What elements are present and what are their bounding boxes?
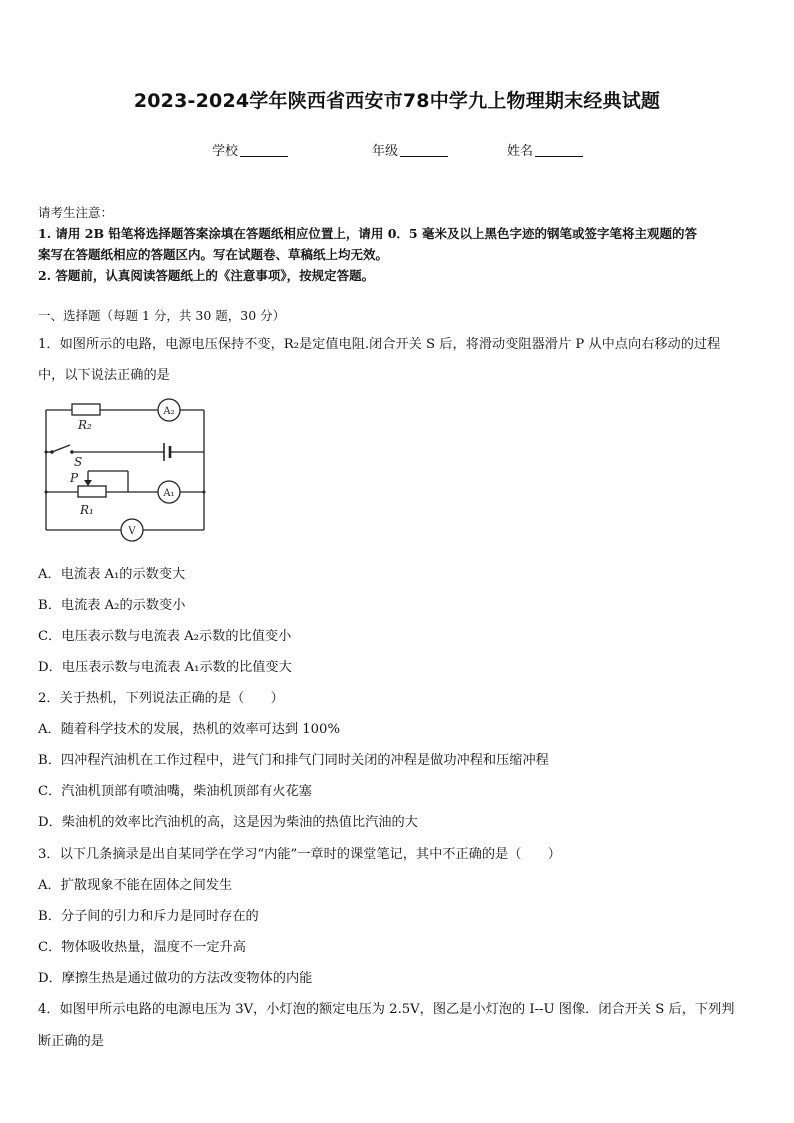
q3-stem: 3．以下几条摘录是出自某同学在学习“内能”一章时的课堂笔记，其中不正确的是（ ） bbox=[38, 847, 561, 862]
q2-option-d[interactable]: D．柴油机的效率比汽油机的高，这是因为柴油的热值比汽油的大 bbox=[38, 815, 418, 830]
q2-option-a[interactable]: A．随着科学技术的发展，热机的效率可达到 100% bbox=[38, 722, 340, 737]
q2-option-c[interactable]: C．汽油机顶部有喷油嘴，柴油机顶部有火花塞 bbox=[38, 784, 312, 799]
q1-option-a[interactable]: A．电流表 A₁的示数变大 bbox=[38, 567, 186, 582]
name-field bbox=[507, 140, 583, 159]
slider-label: P bbox=[70, 471, 79, 485]
school-field bbox=[212, 140, 288, 159]
q3-option-d[interactable]: D．摩擦生热是通过做功的方法改变物体的内能 bbox=[38, 971, 313, 986]
name-label: 姓名 bbox=[507, 144, 534, 159]
ammeter-a1-label: A₁ bbox=[163, 488, 175, 499]
q2-option-b[interactable]: B．四冲程汽油机在工作过程中，进气门和排气门同时关闭的冲程是做功冲程和压缩冲程 bbox=[38, 753, 549, 768]
school-label: 学校 bbox=[212, 144, 239, 159]
q1-option-d[interactable]: D．电压表示数与电流表 A₁示数的比值变大 bbox=[38, 660, 292, 675]
q1-option-b[interactable]: B．电流表 A₂的示数变小 bbox=[38, 598, 186, 613]
q3-option-a[interactable]: A．扩散现象不能在固体之间发生 bbox=[38, 878, 233, 893]
q1-option-c[interactable]: C．电压表示数与电流表 A₂示数的比值变小 bbox=[38, 629, 292, 644]
section-heading: 一、选择题（每题 1 分，共 30 题，30 分） bbox=[38, 308, 286, 323]
notice-line-1: 1. 请用 2B 铅笔将选择题答案涂填在答题纸相应位置上，请用 0．5 毫米及以上黑色字迹的钢笔或签字笔将主观题的答 bbox=[38, 226, 697, 241]
notice-heading: 请考生注意： bbox=[38, 205, 114, 220]
q4-stem-line-2: 断正确的是 bbox=[38, 1034, 104, 1049]
r1-label: R₁ bbox=[80, 503, 94, 517]
school-blank[interactable] bbox=[240, 143, 288, 157]
grade-blank[interactable] bbox=[400, 143, 448, 157]
q3-option-c[interactable]: C．物体吸收热量，温度不一定升高 bbox=[38, 940, 246, 955]
notice-line-2: 2. 答题前，认真阅读答题纸上的《注意事项》，按规定答题。 bbox=[38, 268, 375, 283]
q2-stem: 2．关于热机，下列说法正确的是（ ） bbox=[38, 691, 284, 706]
grade-field bbox=[372, 140, 448, 159]
switch-label: S bbox=[74, 455, 83, 469]
name-blank[interactable] bbox=[535, 143, 583, 157]
voltmeter-label: V bbox=[128, 526, 136, 537]
ammeter-a2-label: A₂ bbox=[163, 406, 175, 417]
r2-label: R₂ bbox=[78, 418, 92, 432]
q4-stem-line-1: 4．如图甲所示电路的电源电压为 3V，小灯泡的额定电压为 2.5V，图乙是小灯泡的 I--U 图像．闭合开关 S 后，下列判 bbox=[38, 1002, 735, 1017]
q1-stem-line-1: 1．如图所示的电路，电源电压保持不变，R₂是定值电阻.闭合开关 S 后，将滑动变阻器滑片 P 从中点向右移动的过程 bbox=[38, 337, 721, 352]
q3-option-b[interactable]: B．分子间的引力和斥力是同时存在的 bbox=[38, 909, 259, 924]
page-title: 2023-2024学年陕西省西安市78中学九上物理期末经典试题 bbox=[133, 90, 661, 112]
grade-label: 年级 bbox=[372, 144, 399, 159]
notice-line-1b: 案写在答题纸相应的答题区内。写在试题卷、草稿纸上均无效。 bbox=[38, 247, 389, 262]
circuit-diagram bbox=[38, 396, 210, 548]
q1-stem-line-2: 中，以下说法正确的是 bbox=[38, 368, 170, 383]
